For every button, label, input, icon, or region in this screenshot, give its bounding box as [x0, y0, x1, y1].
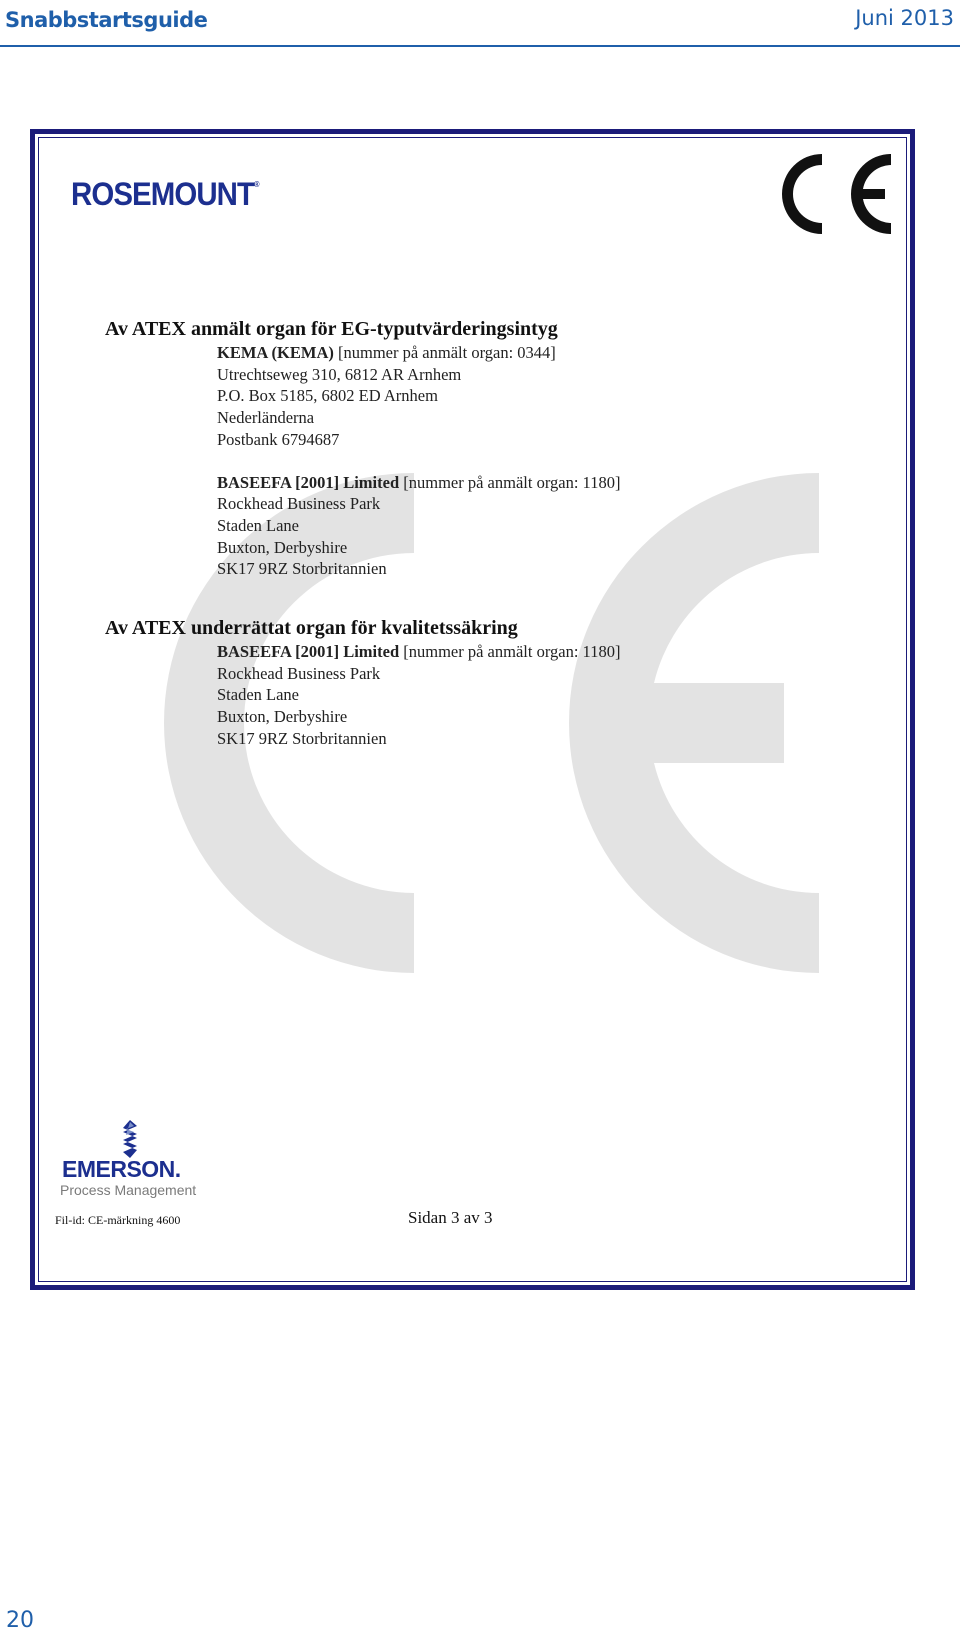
section-heading-ec-type: Av ATEX anmält organ för EG-typutvärderingsintyg	[105, 318, 558, 340]
section-heading-quality: Av ATEX underrättat organ för kvalitetssäkring	[105, 617, 518, 640]
address-line	[217, 472, 885, 494]
address-kema	[217, 342, 885, 580]
ce-mark-icon	[778, 150, 896, 238]
page-header-title: Snabbstartsguide	[5, 8, 208, 32]
org-name: BASEEFA [2001] Limited	[217, 472, 400, 492]
org-note: [nummer på anmält organ: 0344]	[333, 343, 556, 362]
org-name: BASEEFA [2001] Limited	[217, 642, 400, 662]
emerson-emblem-icon	[115, 1120, 145, 1158]
spacer	[105, 580, 885, 615]
emerson-subtitle: Process Management	[60, 1182, 197, 1198]
address-line: Rockhead Business Park	[217, 663, 381, 683]
registered-mark: ®	[254, 180, 259, 189]
address-line	[217, 342, 885, 364]
certificate-frame	[30, 129, 915, 1290]
address-line: Nederländerna	[217, 408, 315, 428]
address-line: Postbank 6794687	[217, 429, 340, 449]
address-line: SK17 9RZ Storbritannien	[217, 559, 387, 579]
header-rule	[0, 45, 960, 47]
address-line: Staden Lane	[217, 515, 300, 535]
footer-file-id: Fil-id: CE-märkning 4600	[55, 1213, 181, 1227]
rosemount-logo-text: ROSEMOUNT	[71, 176, 255, 212]
rosemount-logo	[71, 176, 259, 213]
address-line: Rockhead Business Park	[217, 494, 381, 514]
address-line: SK17 9RZ Storbritannien	[217, 728, 387, 748]
address-line: Utrechtseweg 310, 6812 AR Arnhem	[217, 364, 462, 384]
address-line: P.O. Box 5185, 6802 ED Arnhem	[217, 386, 438, 406]
footer-page-indicator: Sidan 3 av 3	[408, 1208, 493, 1227]
certificate-content	[105, 316, 885, 750]
page-header-date: Juni 2013	[855, 6, 954, 30]
certificate-inner-border	[38, 137, 907, 1282]
org-name: KEMA (KEMA)	[217, 343, 334, 362]
address-line: Buxton, Derbyshire	[217, 707, 348, 727]
address-baseefa	[217, 641, 885, 750]
page-number: 20	[6, 1608, 34, 1633]
address-line	[217, 641, 885, 663]
address-line: Staden Lane	[217, 685, 300, 705]
org-note: [nummer på anmält organ: 1180]	[399, 472, 621, 492]
spacer	[217, 451, 885, 472]
address-line: Buxton, Derbyshire	[217, 537, 348, 557]
emerson-wordmark: EMERSON.	[62, 1156, 181, 1182]
org-note: [nummer på anmält organ: 1180]	[399, 642, 621, 662]
